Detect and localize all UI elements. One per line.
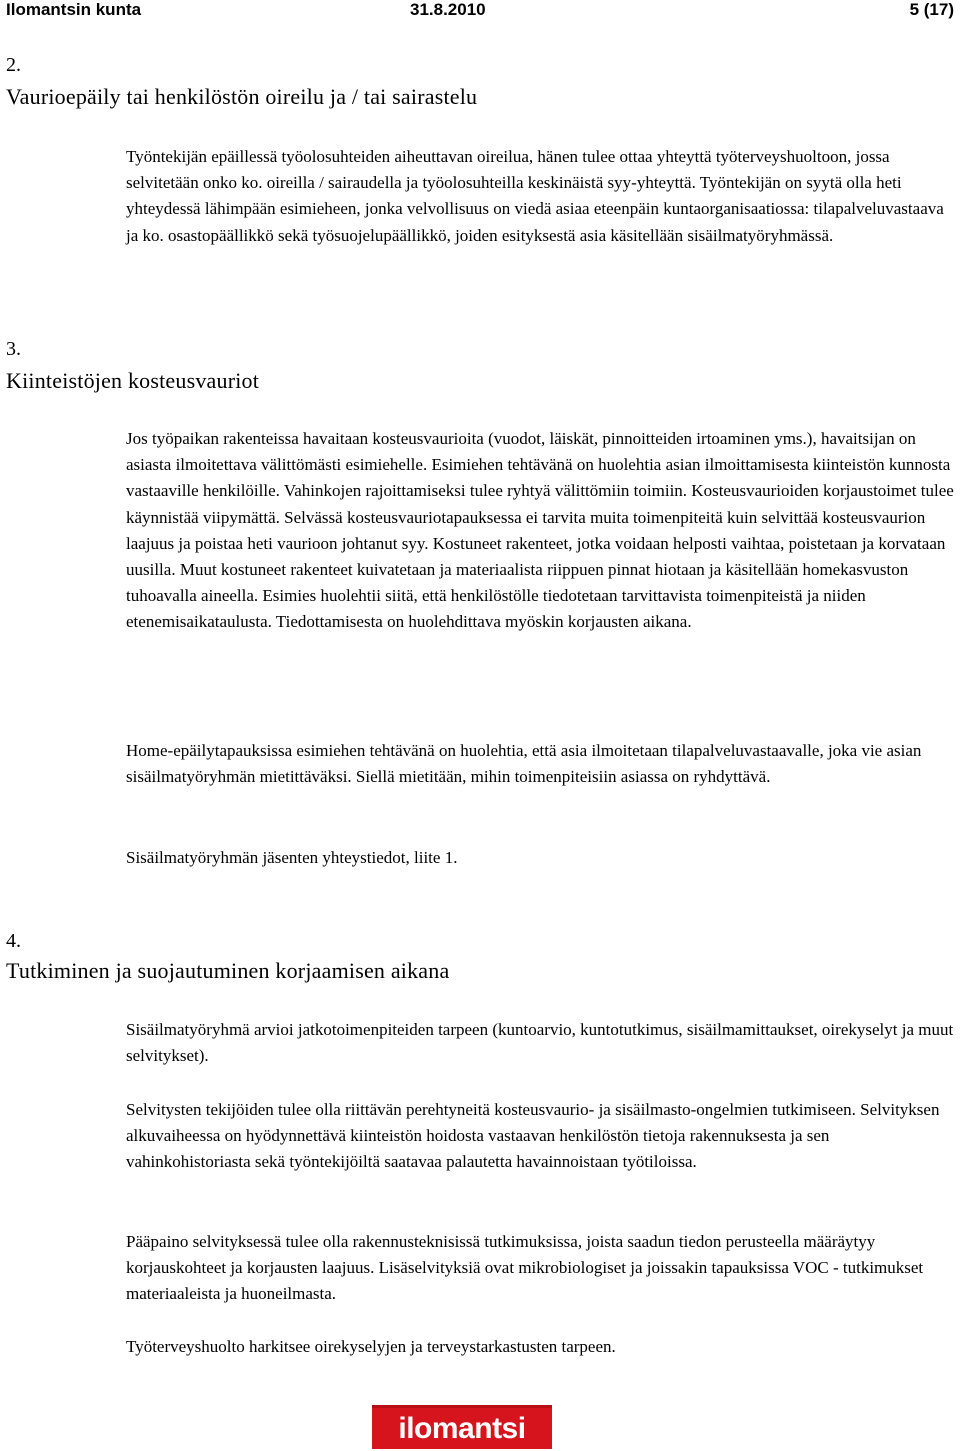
section-number: 2. [6,54,21,76]
page-number: 5 (17) [909,0,954,19]
section-title: Tutkiminen ja suojautuminen korjaamisen aikana [6,958,450,983]
paragraph: Home-epäilytapauksissa esimiehen tehtävänä on huolehtia, että asia ilmoitetaan tilapalveluvastaavalle, joka vie asian sisäilmatyöryhmän mietittäväksi. Siellä mietitään, mihin toimenpiteisiin asiassa on ryhdyttävä. [126,741,922,787]
paragraph: Työterveyshuolto harkitsee oirekyselyjen ja terveystarkastusten tarpeen. [126,1337,616,1356]
paragraph: Sisäilmatyöryhmä arvioi jatkotoimenpiteiden tarpeen (kuntoarvio, kuntotutkimus, sisäilmamittaukset, oirekyselyt ja muut selvitykset). [126,1020,954,1066]
logo-text: ilomantsi [398,1411,526,1445]
paragraph: Työntekijän epäillessä työolosuhteiden aiheuttavan oireilua, hänen tulee ottaa yhteyttä työterveyshuoltoon, jossa selvitetään onko ko. oireilla / sairaudella ja työolosuhteilla keskinäistä syy-yhteyttä. Työntekijän on syytä olla heti yhteydessä lähimpään esimieheen, jonka velvollisuus on viedä asiaa eteenpäin kuntaorganisaatiossa: tilapalveluvastaava ja ko. osastopäällikkö sekä työsuojelupäällikkö, joiden esityksestä asia käsitellään sisäilmatyöryhmässä. [126,147,944,245]
section-title: Kiinteistöjen kosteusvauriot [6,368,260,393]
section-title: Vaurioepäily tai henkilöstön oireilu ja / tai sairastelu [6,84,478,109]
organization-name: Ilomantsin kunta [6,0,142,19]
page-header [6,0,954,22]
section-number: 4. [6,930,21,952]
paragraph: Pääpaino selvityksessä tulee olla rakennusteknisissä tutkimuksissa, joista saadun tiedon perusteella määräytyy korjauskohteet ja korjausten laajuus. Lisäselvityksiä ovat mikrobiologiset ja joissakin tapauksissa VOC - tutkimukset materiaaleista ja huoneilmasta. [126,1232,924,1304]
document-date: 31.8.2010 [410,0,486,19]
paragraph: Selvitysten tekijöiden tulee olla riittävän perehtyneitä kosteusvaurio- ja sisäilmasto-ongelmien tutkimiseen. Selvityksen alkuvaiheessa on hyödynnettävä kiinteistön hoidosta vastaavan henkilöstön tietoja rakennuksesta ja sen vahinkohistoriasta sekä työntekijöiltä saatavaa palautetta havainnoistaan työtiloissa. [126,1100,940,1172]
paragraph: Jos työpaikan rakenteissa havaitaan kosteusvaurioita (vuodot, läiskät, pinnoitteiden irtoaminen yms.), havaitsijan on asiasta ilmoitettava välittömästi esimiehelle. Esimiehen tehtävänä on huolehtia asian ilmoittamisesta kiinteistön kunnosta vastaaville henkilöille. Vahinkojen rajoittamiseksi tulee ryhtyä välittömiin toimiin. Kosteusvaurioiden korjaustoimet tulee käynnistää viipymättä. Selvässä kosteusvauriotapauksessa ei tarvita muita toimenpiteitä kuin selvittää kosteusvaurion laajuus ja poistaa heti vaurioon johtanut syy. Kostuneet rakenteet, jotka voidaan helposti vaihtaa, poistetaan ja korvataan uusilla. Muut kostuneet rakenteet kuivatetaan ja materiaalista riippuen pinnat hiotaan ja käsitellään homekasvuston tuhoavalla aineella. Esimies huolehtii siitä, että henkilöstölle tiedotetaan tarvittavista toimenpiteistä ja niiden etenemisaikataulusta. Tiedottamisesta on huolehdittava myöskin korjausten aikana. [126,429,954,632]
section-number: 3. [6,338,21,360]
ilomantsi-logo [372,1405,552,1449]
paragraph: Sisäilmatyöryhmän jäsenten yhteystiedot, liite 1. [126,848,458,867]
